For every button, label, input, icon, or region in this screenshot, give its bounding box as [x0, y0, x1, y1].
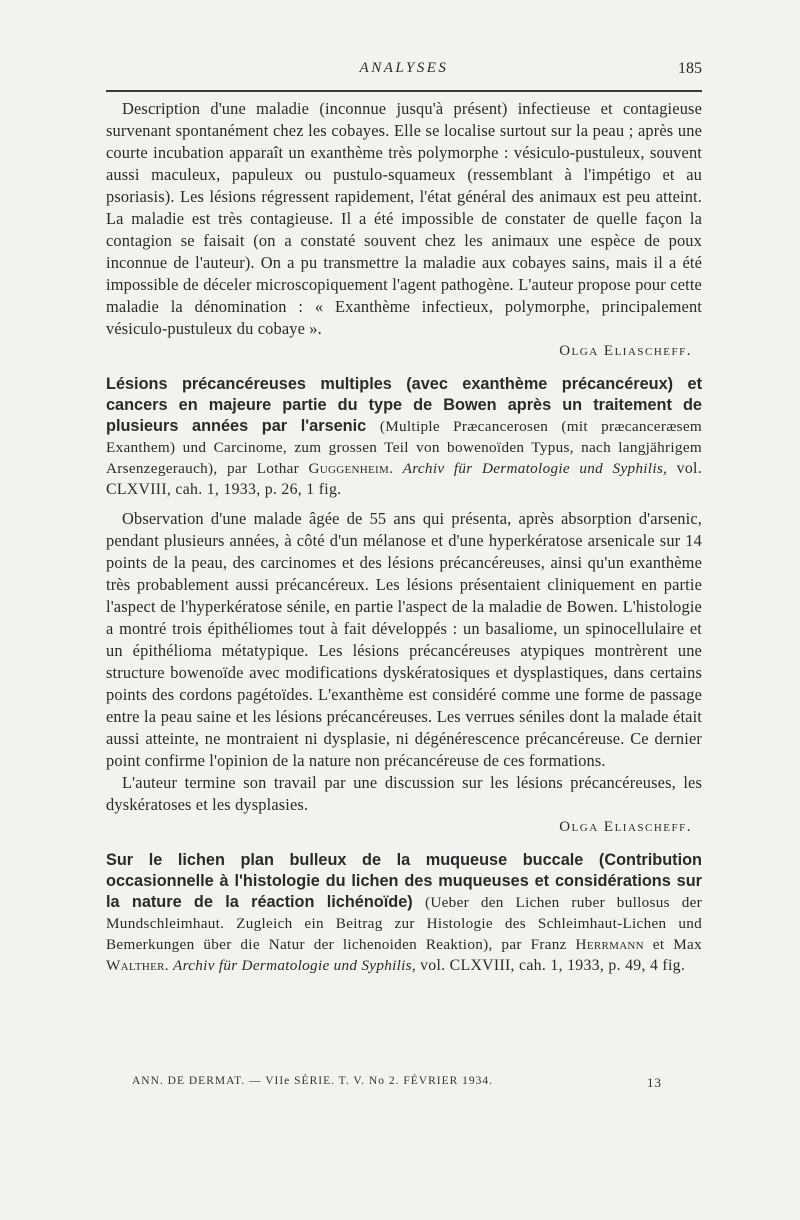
article-title-2 [106, 374, 702, 500]
article-title-3 [106, 850, 702, 976]
running-head [106, 56, 702, 82]
signature-1 [106, 340, 702, 362]
footer-text: ANN. DE DERMAT. — VIIe SÉRIE. T. V. No 2. FÉVRIER 1934. [132, 1075, 494, 1087]
author-name: Walther. [106, 957, 169, 974]
citation-details: vol. CLXVIII, cah. 1, 1933, p. 49, 4 fig. [420, 957, 686, 974]
journal-name: Archiv für Dermatologie und Syphilis, [173, 957, 416, 974]
page [106, 56, 702, 976]
page-footer [132, 1075, 662, 1090]
signature-name: Olga Eliascheff. [559, 343, 692, 359]
article-title-text: Lésions précancéreuses multiples (avec exanthème précancéreux) et cancers en majeure partie du type de Bowen après un traitement de plusieurs années par l'arsenic [106, 375, 702, 435]
abstract-paragraph-2: Observation d'une malade âgée de 55 ans qui présenta, après absorption d'arsenic, pendant plusieurs années, à côté d'un mélanose et d'une hyperkératose arsenicale sur 14 points de la peau, des carcinomes et des lésions précancéreuses, ainsi qu'un exanthème très probablement aussi précancéreux. Les lésions présentaient cliniquement en partie l'aspect de l'hyperkératose sénile, en partie l'aspect de la maladie de Bowen. L'histologie a montré trois épithéliomes tout à fait développés : un basaliome, un spinocellulaire et un épithélioma métatypique. Les lésions précancéreuses atypiques montrèrent une structure bowenoïde avec modifications dyskératosiques et dysplastiques, dans certains points des cordons pagétoïdes. L'exanthème est considéré comme une forme de passage entre la peau saine et les lésions précancéreuses. Les verrues séniles dont la malade était aussi atteinte, ne montraient ni dysplasie, ni dégénérescence précancéreuse. Ce dernier point confirme l'opinion de la nature non précancéreuse de ces formations. [106, 509, 702, 770]
signature-2 [106, 816, 702, 838]
article-title-text: Sur le lichen plan bulleux de la muqueuse buccale (Contribution occasionnelle à l'histologie du lichen des muqueuses et considérations sur la nature de la réaction lichénoïde) [106, 851, 702, 911]
footer-number: 13 [647, 1075, 662, 1090]
page-number: 185 [678, 60, 702, 77]
citation-details: vol. CLXVIII, cah. 1, 1933, p. 26, 1 fig. [106, 460, 702, 498]
author-name: Herrmann [575, 936, 644, 953]
original-title: (Multiple Præcancerosen (mit præcanceræsem Exanthem) und Carcinome, zum grossen Teil von bowenoïden Typus, nach langjährigem Arsenzegerauch), par Lothar [106, 418, 702, 477]
abstract-paragraph-3: L'auteur termine son travail par une discussion sur les lésions précancéreuses, les dyskératoses et les dysplasies. [106, 773, 702, 814]
signature-name: Olga Eliascheff. [559, 819, 692, 835]
author-connector: et Max [652, 936, 702, 953]
author-name: Guggenheim. [308, 460, 394, 477]
running-title: ANALYSES [359, 60, 449, 76]
abstract-paragraph-1: Description d'une maladie (inconnue jusqu'à présent) infectieuse et contagieuse survenant spontanément chez les cobayes. Elle se localise surtout sur la peau ; après une courte incubation apparaît un exanthème très polymorphe : vésiculo-pustuleux, souvent aussi maculeux, papuleux ou pustulo-squameux (ressemblant à l'impétigo et au psoriasis). Les lésions régressent rapidement, l'état général des animaux est peu atteint. La maladie est très contagieuse. Il a été impossible de constater de quelle façon la contagion se faisait (on a constaté souvent chez les animaux une espèce de poux inconnue de l'auteur). On a pu transmettre la maladie aux cobayes sains, mais il a été impossible de déceler microscopiquement l'agent pathogène. L'auteur propose pour cette maladie la dénomination : « Exanthème infectieux, polymorphe, principalement vésiculo-pustuleux du cobaye ». [106, 99, 702, 338]
original-title: (Ueber den Lichen ruber bullosus der Mundschleimhaut. Zugleich ein Beitrag zur Histologie des Schleimhaut-Lichen und Bemerkungen über die Natur der lichenoiden Reaktion), par Franz [106, 894, 703, 953]
journal-name: Archiv für Dermatologie und Syphilis, [402, 460, 668, 477]
header-rule [106, 90, 702, 92]
